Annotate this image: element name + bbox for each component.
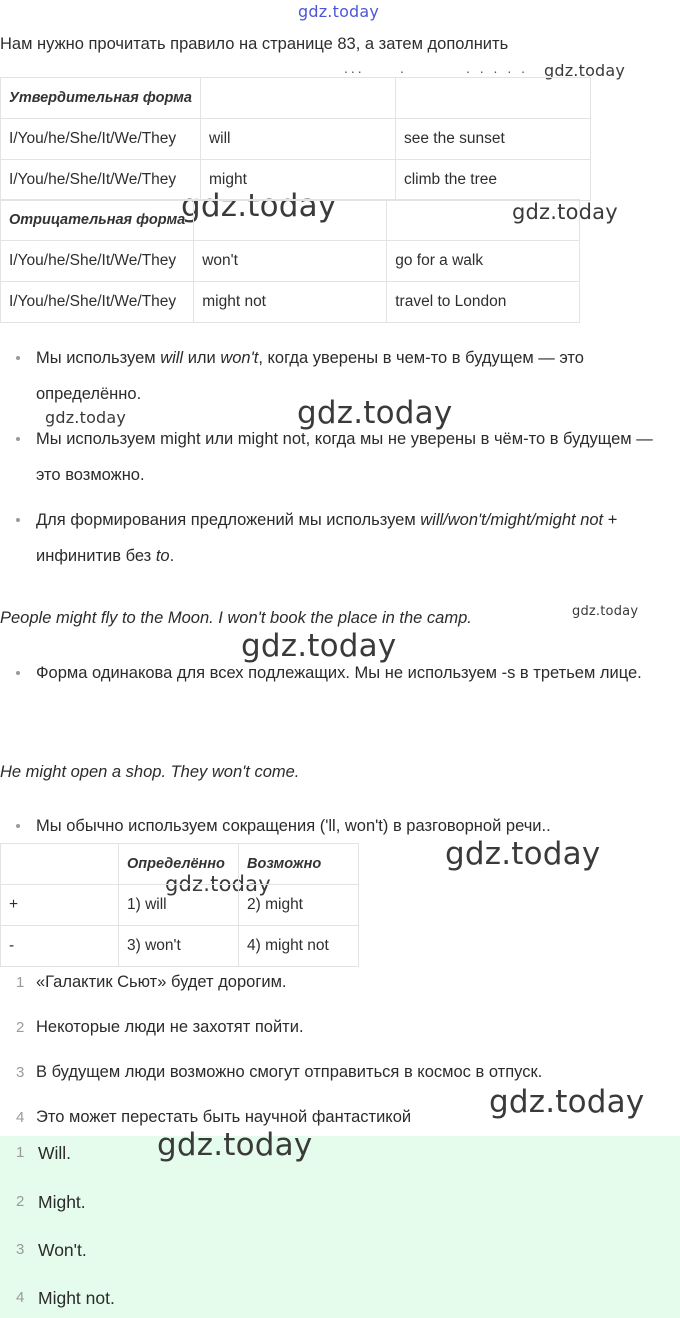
table-row bbox=[1, 282, 580, 323]
verb-cell: climb the tree bbox=[395, 160, 590, 201]
negative-form-table bbox=[0, 199, 580, 323]
table-row bbox=[1, 926, 359, 967]
rule-bullet-formation bbox=[36, 502, 666, 574]
sign-cell: - bbox=[1, 926, 119, 967]
item-number: 1 bbox=[16, 974, 25, 991]
item-text: Некоторые люди не захотят пойти. bbox=[36, 1018, 304, 1036]
bullet-text: , когда уверены в чем-то в будущем — это определённо. bbox=[36, 349, 584, 403]
watermark-text: gdz.today bbox=[45, 408, 127, 427]
subject-cell: I/You/he/She/It/We/They bbox=[1, 160, 201, 201]
intro-text: Нам нужно прочитать правило на странице 83, а затем дополнить bbox=[0, 35, 509, 53]
watermark-text: gdz.today bbox=[298, 2, 380, 21]
bullet-text: + инфинитив без bbox=[36, 511, 618, 565]
faded-text-dots: ... bbox=[344, 60, 365, 76]
verb-cell: go for a walk bbox=[387, 241, 580, 282]
affirmative-header: Утвердительная форма bbox=[1, 78, 201, 119]
answer-number: 3 bbox=[16, 1241, 25, 1258]
bullet-text: Для формирования предложений мы используем bbox=[36, 511, 421, 529]
empty-cell bbox=[200, 78, 395, 119]
table-row bbox=[1, 119, 591, 160]
answer-number: 4 bbox=[16, 1289, 25, 1306]
answer-text: Will. bbox=[38, 1143, 72, 1163]
empty-cell bbox=[387, 200, 580, 241]
example-sentence: He might open a shop. They won't come. bbox=[0, 763, 300, 781]
bullet-text: или bbox=[183, 349, 221, 367]
value-cell: 1) will bbox=[119, 885, 239, 926]
answer-item bbox=[0, 1139, 680, 1169]
sign-cell: + bbox=[1, 885, 119, 926]
subject-cell: I/You/he/She/It/We/They bbox=[1, 282, 194, 323]
empty-cell bbox=[1, 844, 119, 885]
modal-cell: won't bbox=[194, 241, 387, 282]
item-text: Это может перестать быть научной фантастикой bbox=[36, 1108, 412, 1126]
faded-text-dots: . bbox=[400, 60, 407, 76]
rule-bullet-form: Форма одинакова для всех подлежащих. Мы не используем -s в третьем лице. bbox=[36, 655, 666, 691]
value-cell: 2) might bbox=[239, 885, 359, 926]
empty-cell bbox=[194, 200, 387, 241]
rule-bullet-contractions: Мы обычно используем сокращения ('ll, won't) в разговорной речи.. bbox=[36, 808, 666, 844]
answer-text: Won't. bbox=[38, 1240, 87, 1260]
answer-item bbox=[0, 1188, 680, 1218]
rule-bullet-might: Мы используем might или might not, когда мы не уверены в чём-то в будущем — это возможно. bbox=[36, 421, 666, 493]
table-row bbox=[1, 885, 359, 926]
empty-cell bbox=[395, 78, 590, 119]
watermark-text: gdz.today bbox=[445, 836, 601, 872]
watermark-text: gdz.today bbox=[512, 200, 618, 224]
answer-text: Might. bbox=[38, 1192, 86, 1212]
answer-number: 1 bbox=[16, 1144, 25, 1161]
table-row bbox=[1, 160, 591, 201]
answer-text: Might not. bbox=[38, 1288, 115, 1308]
header-definitely: Определённо bbox=[119, 844, 239, 885]
value-cell: 3) won't bbox=[119, 926, 239, 967]
answer-item bbox=[0, 1284, 680, 1314]
bullet-em: won't bbox=[220, 349, 259, 367]
watermark-text: gdz.today bbox=[297, 395, 453, 431]
modal-cell: will bbox=[200, 119, 395, 160]
watermark-text: gdz.today bbox=[241, 628, 397, 664]
verb-cell: travel to London bbox=[387, 282, 580, 323]
watermark-text: gdz.today bbox=[544, 61, 626, 80]
item-text: «Галактик Сьют» будет дорогим. bbox=[36, 973, 287, 991]
watermark-text: gdz.today bbox=[157, 1127, 313, 1163]
watermark-text: gdz.today bbox=[181, 188, 337, 224]
subject-cell: I/You/he/She/It/We/They bbox=[1, 241, 194, 282]
certainty-table bbox=[0, 843, 359, 967]
list-item bbox=[0, 1103, 680, 1135]
answers-block bbox=[0, 1136, 680, 1318]
answer-item bbox=[0, 1236, 680, 1266]
modal-cell: might bbox=[200, 160, 395, 201]
table-row bbox=[1, 241, 580, 282]
bullet-text: . bbox=[169, 547, 175, 565]
watermark-text: gdz.today bbox=[165, 872, 271, 896]
verb-cell: see the sunset bbox=[395, 119, 590, 160]
list-item bbox=[0, 1058, 680, 1090]
modal-cell: might not bbox=[194, 282, 387, 323]
item-number: 2 bbox=[16, 1019, 25, 1036]
watermark-text: gdz.today bbox=[489, 1084, 645, 1120]
rule-bullet-will bbox=[36, 340, 666, 412]
list-item bbox=[0, 968, 680, 1000]
watermark-text: gdz.today bbox=[572, 604, 639, 619]
value-cell: 4) might not bbox=[239, 926, 359, 967]
header-possibly: Возможно bbox=[239, 844, 359, 885]
bullet-text: Мы используем bbox=[36, 349, 161, 367]
bullet-em: will/won't/might/might not bbox=[420, 511, 604, 529]
affirmative-form-table bbox=[0, 77, 591, 201]
bullet-em: to bbox=[155, 547, 170, 565]
item-number: 4 bbox=[16, 1109, 25, 1126]
bullet-em: will bbox=[160, 349, 184, 367]
item-text: В будущем люди возможно смогут отправиться в космос в отпуск. bbox=[36, 1063, 543, 1081]
list-item bbox=[0, 1013, 680, 1045]
answer-number: 2 bbox=[16, 1193, 25, 1210]
example-sentence: People might fly to the Moon. I won't book the place in the camp. bbox=[0, 609, 472, 627]
subject-cell: I/You/he/She/It/We/They bbox=[1, 119, 201, 160]
negative-header: Отрицательная форма bbox=[1, 200, 194, 241]
faded-text-dots: . . . . . bbox=[466, 60, 529, 76]
item-number: 3 bbox=[16, 1064, 25, 1081]
